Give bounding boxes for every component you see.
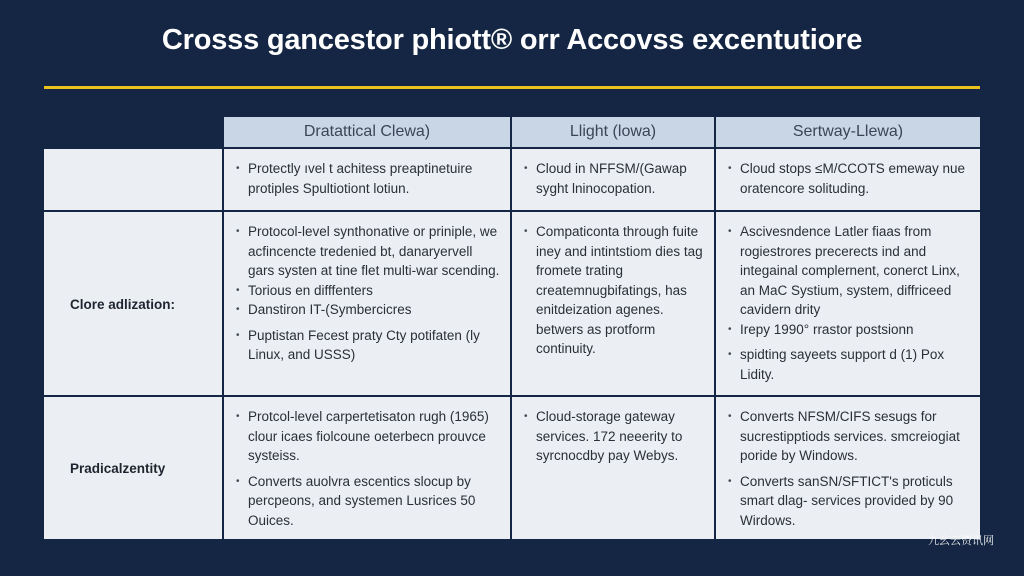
title-underline (44, 86, 980, 89)
comparison-table (44, 117, 980, 541)
bullet-item: • Converts auolvra escentics slocup by percpeons, and systemen Lusrices 50 Ouices. (236, 472, 500, 531)
bullet-item: • Protectly ıvel t achitess preaptinetuire protiples Spultiotiont lotiun. (236, 159, 500, 198)
row-label: Pradicalzentity (44, 397, 224, 541)
bullet-item: • Irepy 1990° rrastor postsionn (728, 320, 970, 340)
row-label (44, 149, 224, 212)
bullet-item: • Compaticonta through fuite iney and intintstiom dies tag fromete trating createmnugbifatings, has enitdeization agenes. betwers as protform continuity. (524, 222, 704, 359)
bullet-item: • Converts sanSN/SFTICT's proticuls smart dlag- services provided by 90 Wirdows. (728, 472, 970, 531)
table-corner (44, 117, 224, 149)
bullet-item: • Converts NFSM/CIFS sesugs for sucrestipptiods services. smcreiogiat poride by Windows. (728, 407, 970, 466)
table-cell (512, 397, 716, 541)
column-header: Llight (lowa) (512, 117, 716, 149)
table-cell (224, 149, 512, 212)
bullet-item: • Torious en difffenters (236, 281, 500, 301)
bullet-item: • Cloud in NFFSM/(Gawap syght lninocopation. (524, 159, 704, 198)
bullet-item: • Protocol-level synthonative or priniple, we acfincencte tredenied bt, danaryervell gars systen at tine flet multi-war scending. (236, 222, 500, 281)
bullet-item: • spidting sayeets support d (1) Pox Lidity. (728, 345, 970, 384)
table-cell (716, 212, 980, 397)
bullet-item: • Puptistan Fecest praty Cty potifaten (ly Linux, and USSS) (236, 326, 500, 365)
table-cell (224, 212, 512, 397)
bullet-item: • Ascivesndence Latler fiaas from rogiestrores precerects ind and integainal complernent, conerct Linx, an MaC Systium, system, diffriceed cavidern drity (728, 222, 970, 320)
table-cell (224, 397, 512, 541)
bullet-item: • Danstiron IT-(Symbercicres (236, 300, 500, 320)
bullet-item: • Cloud-storage gateway services. 172 neeerity to syrcnocdby pay Webys. (524, 407, 704, 466)
row-label: Clore adlization: (44, 212, 224, 397)
bullet-item: • Protcol-level carpertetisaton rugh (1965) clour icaes fiolcoune oeterbecn prouvce systeiss. (236, 407, 500, 466)
watermark: 九幺云资讯网 (928, 534, 994, 547)
page-title: Crosss gancestor phiott® orr Accovss excentutiore (161, 24, 863, 56)
table-cell (716, 149, 980, 212)
bullet-item: • Cloud stops ≤M/CCOTS emeway nue oratencore solituding. (728, 159, 970, 198)
column-header: Sertway-Llewa) (716, 117, 980, 149)
column-header: Dratattical Clewa) (224, 117, 512, 149)
table-cell (716, 397, 980, 541)
table-cell (512, 212, 716, 397)
table-cell (512, 149, 716, 212)
